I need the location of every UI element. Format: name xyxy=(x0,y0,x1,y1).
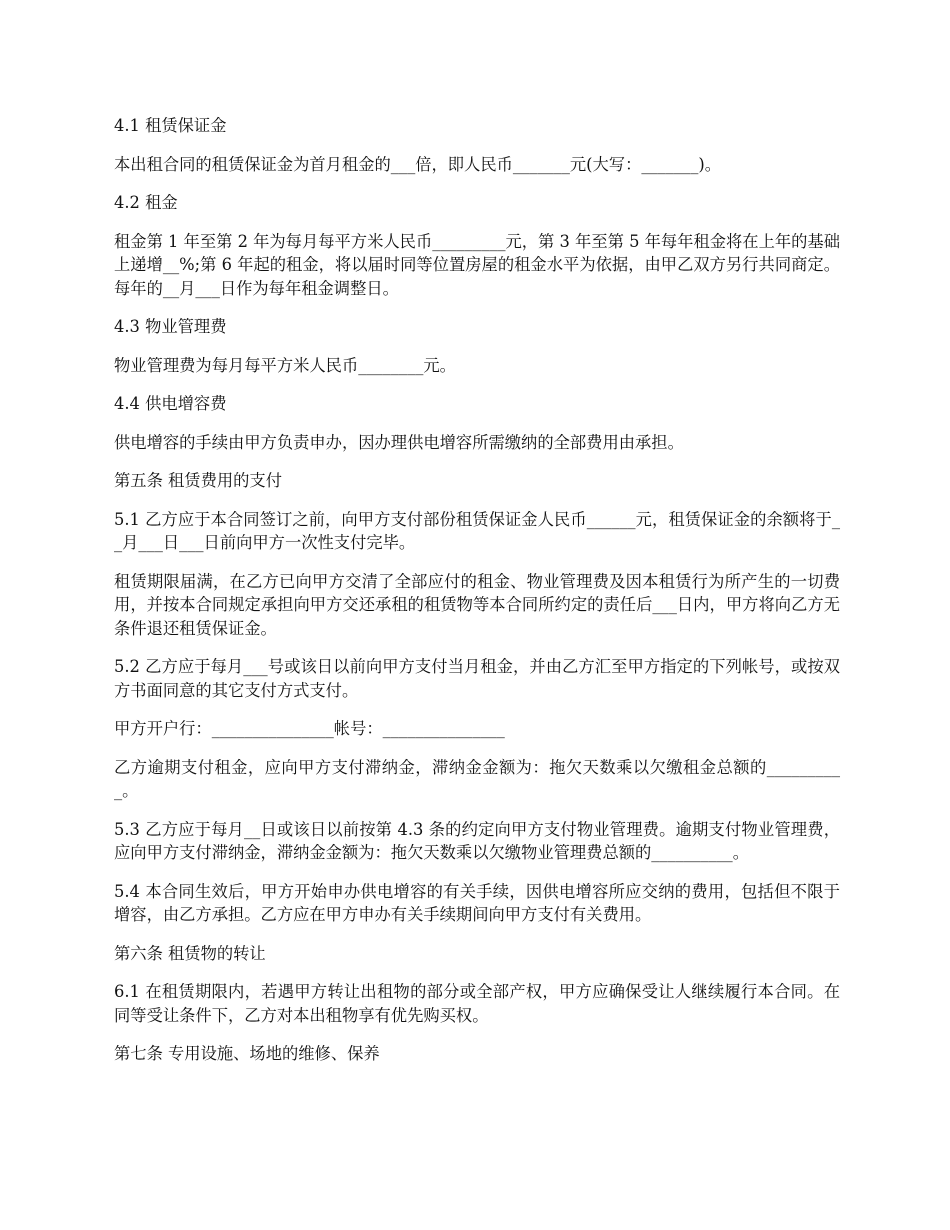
section-4-1-text: 本出租合同的租赁保证金为首月租金的___倍，即人民币_______元(大写：_______)。 xyxy=(114,154,721,174)
section-5-1-text: 5.1 乙方应于本合同签订之前，向甲方支付部份租赁保证金人民币______元，租赁保证金的余额将于__月___日___日前向甲方一次性支付完毕。 xyxy=(114,509,840,552)
section-6-1-text: 6.1 在租赁期限内，若遇甲方转让出租物的部分或全部产权，甲方应确保受让人继续履行本合同。在同等受让条件下，乙方对本出租物享有优先购买权。 xyxy=(114,982,840,1025)
section-5-4-text: 5.4 本合同生效后，甲方开始申办供电增容的有关手续，因供电增容所应交纳的费用，包括但不限于增容，由乙方承担。乙方应在甲方申办有关手续期间向甲方支付有关费用。 xyxy=(114,881,840,924)
section-4-3-heading: 4.3 物业管理费 xyxy=(114,317,227,336)
deposit-refund-text: 租赁期限届满，在乙方已向甲方交清了全部应付的租金、物业管理费及因本租赁行为所产生的一切费用，并按本合同规定承担向甲方交还承租的租赁物等本合同所约定的责任后___日内，甲方将向乙方无条件退还租赁保证金。 xyxy=(114,571,840,638)
article-7-heading: 第七条 专用设施、场地的维修、保养 xyxy=(114,1044,380,1063)
section-4-3-text: 物业管理费为每月每平方米人民币________元。 xyxy=(114,355,456,375)
section-5-2-text: 5.2 乙方应于每月___号或该日以前向甲方支付当月租金，并由乙方汇至甲方指定的下列帐号，或按双方书面同意的其它支付方式支付。 xyxy=(114,657,840,700)
article-6-heading: 第六条 租赁物的转让 xyxy=(114,943,266,963)
bank-account-line: 甲方开户行：_______________帐号：_______________ xyxy=(114,719,505,738)
section-5-3-text: 5.3 乙方应于每月__日或该日以前按第 4.3 条的约定向甲方支付物业管理费。逾期支付物业管理费，应向甲方支付滞纳金，滞纳金金额为：拖欠天数乘以欠缴物业管理费总额的__________。 xyxy=(114,819,840,862)
section-4-1-heading: 4.1 租赁保证金 xyxy=(114,116,227,135)
article-5-heading: 第五条 租赁费用的支付 xyxy=(114,471,282,490)
section-4-4-text: 供电增容的手续由甲方负责申办，因办理供电增容所需缴纳的全部费用由承担。 xyxy=(114,432,684,452)
section-4-2-heading: 4.2 租金 xyxy=(114,193,178,212)
section-4-4-heading: 4.4 供电增容费 xyxy=(114,394,227,413)
section-4-2-text: 租金第 1 年至第 2 年为每月每平方米人民币_________元，第 3 年至第 5 年每年租金将在上年的基础上递增__%;第 6 年起的租金，将以届时同等位置房屋的租金水平为依据，由甲乙双方另行共同商定。每年的__月___日作为每年租金调整日。 xyxy=(114,231,840,298)
late-rent-penalty-text: 乙方逾期支付租金，应向甲方支付滞纳金，滞纳金金额为：拖欠天数乘以欠缴租金总额的__________。 xyxy=(114,757,840,800)
